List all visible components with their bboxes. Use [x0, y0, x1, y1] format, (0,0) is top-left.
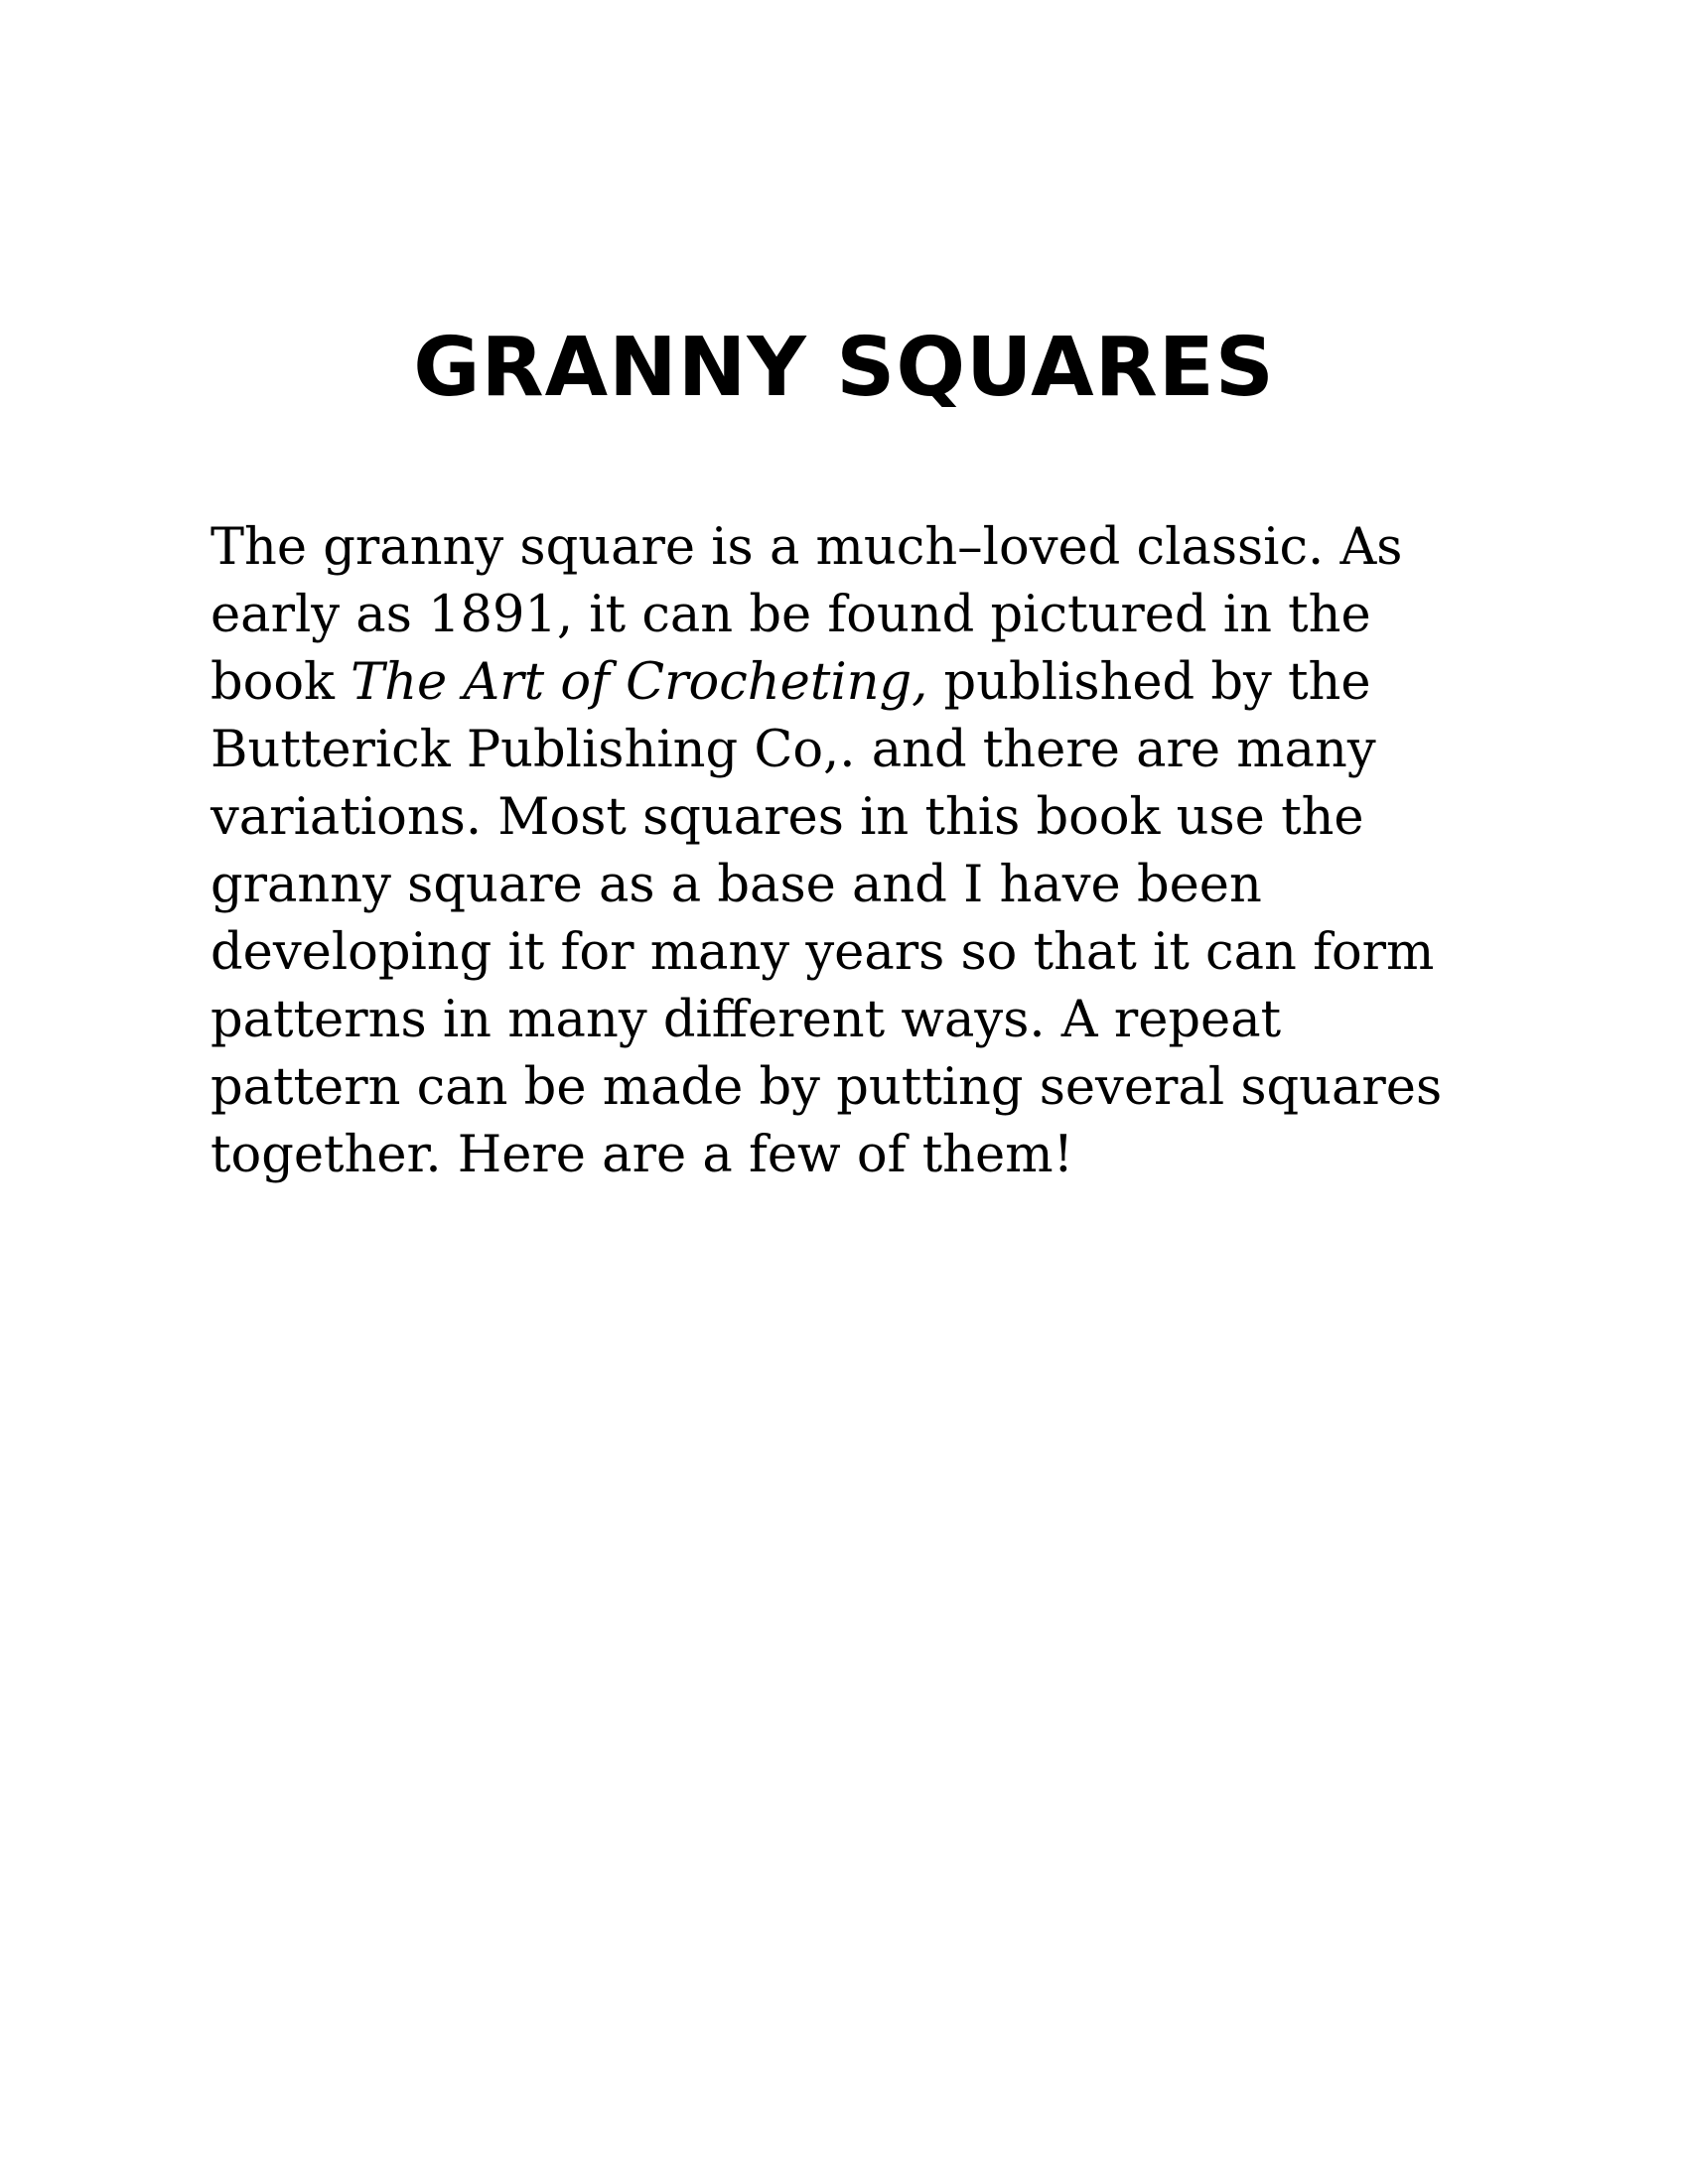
paragraph-line: developing it for many years so that it can form: [211, 923, 1435, 982]
paragraph-line: [211, 649, 1531, 717]
paragraph-line: variations. Most squares in this book use the: [211, 788, 1364, 847]
paragraph-line: granny square as a base and I have been: [211, 856, 1262, 914]
paragraph-line: pattern can be made by putting several squares: [211, 1058, 1443, 1117]
intro-paragraph: [211, 514, 1531, 1189]
paragraph-line: The granny square is a much–loved classic. As: [211, 518, 1403, 577]
paragraph-text: book: [211, 653, 352, 712]
paragraph-line: patterns in many different ways. A repeat: [211, 991, 1282, 1049]
paragraph-line: together. Here are a few of them!: [211, 1126, 1074, 1184]
page-title: GRANNY SQUARES: [413, 321, 1275, 415]
paragraph-text: published by the: [927, 653, 1371, 712]
paragraph-line: Butterick Publishing Co,. and there are many: [211, 721, 1376, 779]
book-title: The Art of Crocheting,: [351, 653, 928, 712]
paragraph-line: early as 1891, it can be found pictured in the: [211, 586, 1371, 644]
